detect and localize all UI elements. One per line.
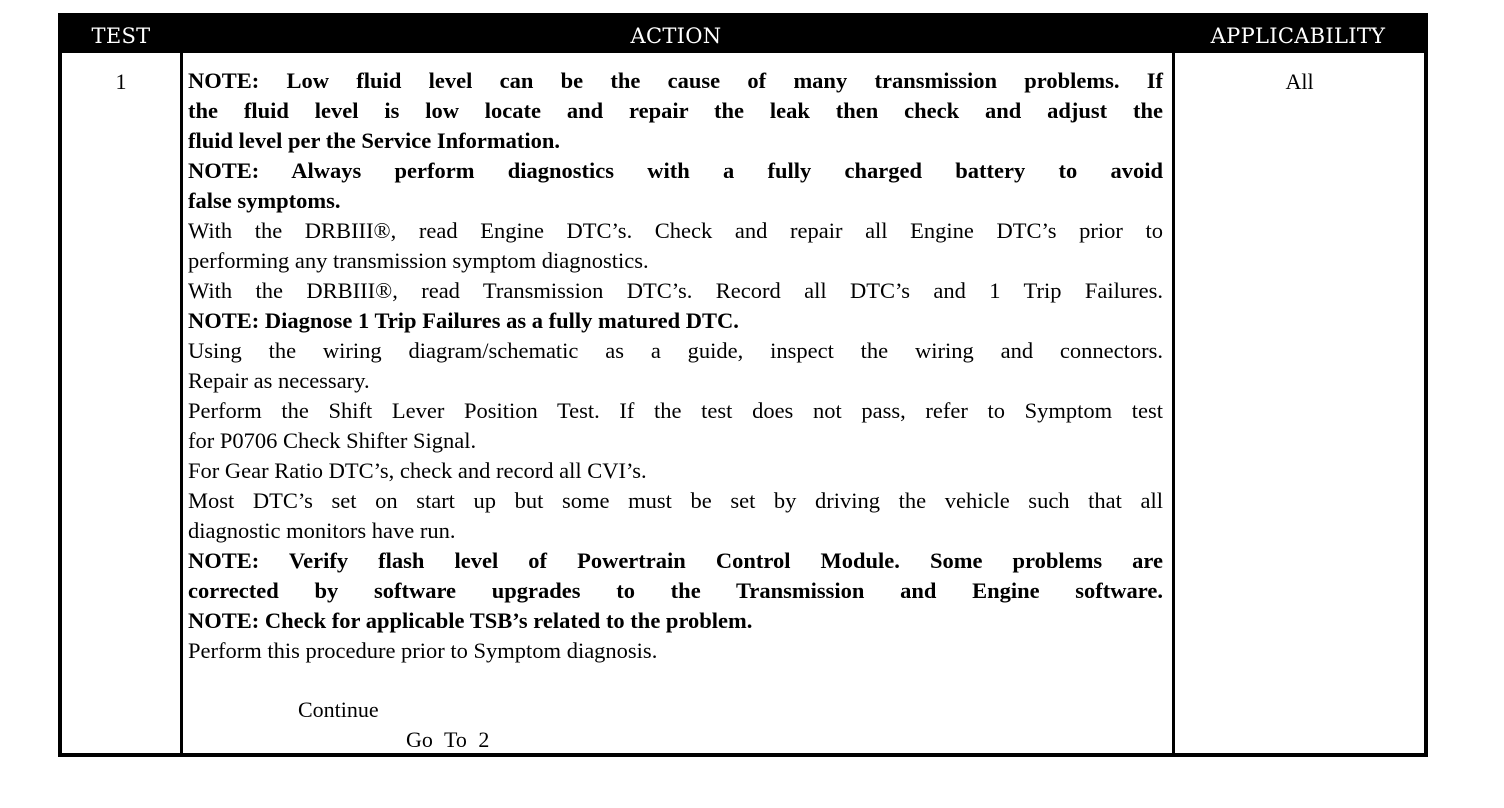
header-test: TEST — [91, 24, 151, 48]
note-line: false symptoms. — [188, 188, 341, 213]
header-applicability: APPLICABILITY — [1210, 24, 1386, 48]
action-text — [188, 66, 1163, 666]
instruction-line: Repair as necessary. — [188, 368, 370, 393]
applicability-value: All — [1285, 69, 1314, 94]
test-number: 1 — [115, 69, 127, 94]
column-divider — [180, 53, 183, 753]
note-line: fluid level per the Service Information. — [188, 128, 561, 153]
instruction-line: For Gear Ratio DTC’s, check and record all CVI’s. — [188, 458, 647, 483]
note-line: NOTE: Check for applicable TSB’s related to the problem. — [188, 608, 753, 633]
instruction-line: diagnostic monitors have run. — [188, 518, 456, 543]
note-line: NOTE: Low fluid level can be the cause of many transmission problems. If — [188, 68, 1163, 93]
instruction-line: performing any transmission symptom diagnostics. — [188, 248, 649, 273]
table-header — [62, 17, 1424, 53]
instruction-line: for P0706 Check Shifter Signal. — [188, 428, 477, 453]
instruction-line: Most DTC’s set on start up but some must be set by driving the vehicle such that all — [188, 488, 1163, 513]
column-divider — [1172, 53, 1175, 753]
header-action: ACTION — [630, 24, 722, 48]
instruction-line: Perform the Shift Lever Position Test. If the test does not pass, refer to Symptom test — [188, 398, 1163, 423]
note-line: NOTE: Always perform diagnostics with a fully charged battery to avoid — [188, 158, 1163, 183]
instruction-line: Perform this procedure prior to Symptom diagnosis. — [188, 638, 658, 663]
note-line: the fluid level is low locate and repair the leak then check and adjust the — [188, 98, 1163, 123]
note-line: NOTE: Diagnose 1 Trip Failures as a fully matured DTC. — [188, 308, 739, 333]
diagnostic-table — [58, 13, 1428, 757]
note-line: corrected by software upgrades to the Transmission and Engine software. — [188, 578, 1163, 603]
instruction-line: With the DRBIII®, read Transmission DTC’s. Record all DTC’s and 1 Trip Failures. — [188, 278, 1163, 303]
instruction-line: With the DRBIII®, read Engine DTC’s. Check and repair all Engine DTC’s prior to — [188, 218, 1163, 243]
goto-link[interactable]: Go To 2 — [406, 727, 490, 752]
instruction-line: Using the wiring diagram/schematic as a guide, inspect the wiring and connectors. — [188, 338, 1163, 363]
note-line: NOTE: Verify flash level of Powertrain Control Module. Some problems are — [188, 548, 1163, 573]
continue-label: Continue — [298, 697, 379, 722]
